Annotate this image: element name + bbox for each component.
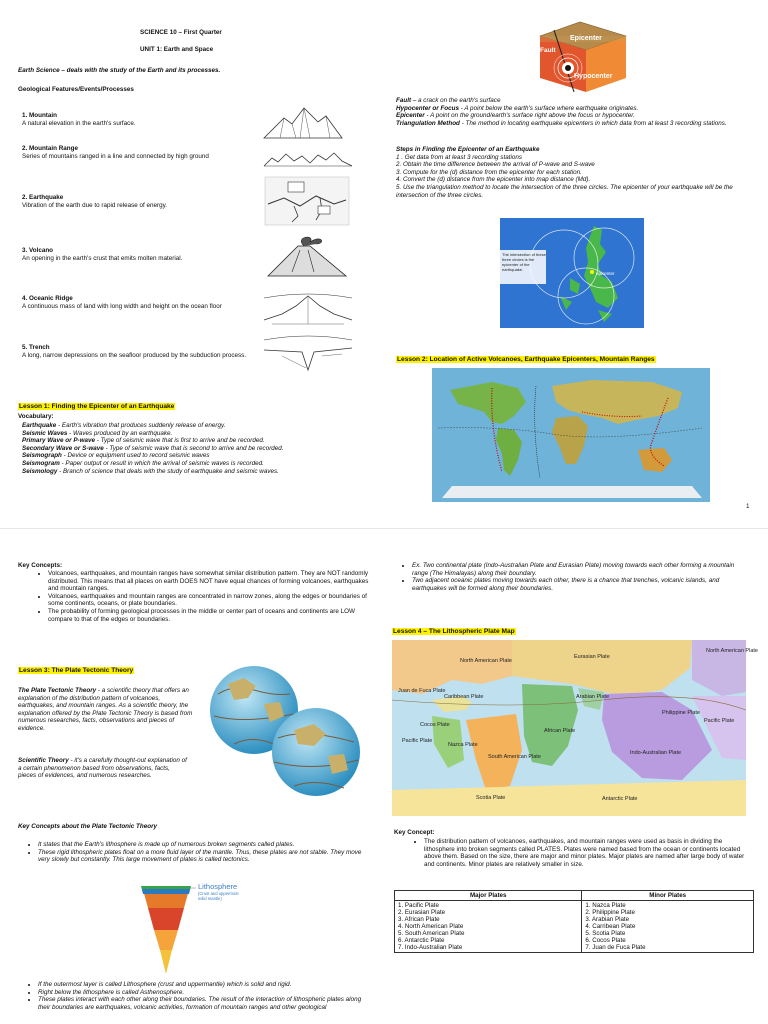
lithosphere-sub-label: (Crust and uppermost solid mantle) <box>198 891 239 901</box>
sci-term: Scientific Theory <box>18 757 69 764</box>
plate-label-philippine: Philippine Plate <box>662 710 700 716</box>
plate-label-cocos: Cocos Plate <box>420 722 450 728</box>
world-activity-map <box>432 368 710 502</box>
table-row <box>395 901 754 953</box>
feature-mountain-range <box>22 145 252 160</box>
plate-label-scotia: Scotia Plate <box>476 795 506 801</box>
epicenter-map-label: epicenter <box>596 271 615 276</box>
hypocenter-label: Hypocenter <box>574 73 613 80</box>
feature-volcano <box>22 247 252 262</box>
feature-earthquake <box>22 194 252 209</box>
definition-term: Triangulation Method <box>396 119 460 127</box>
definitions <box>396 97 758 127</box>
key-concept-text-block <box>412 838 754 868</box>
feature-trench <box>22 344 254 359</box>
feature-title: 4. Oceanic Ridge <box>22 295 73 302</box>
plate-label-arabian: Arabian Plate <box>576 694 610 700</box>
definition-hypocenter <box>396 105 758 113</box>
triangulation-caption: The intersection of these three circles is the epicenter of the earthquake. <box>502 252 546 272</box>
vocab-term: Seismic Waves <box>22 429 68 437</box>
lesson3-heading <box>18 659 134 677</box>
feature-title: 3. Volcano <box>22 247 54 254</box>
volcano-illustration <box>264 232 350 278</box>
globes-illustration <box>204 664 366 800</box>
feature-desc: A continuous mass of land with long width and height on the ocean floor <box>22 302 222 310</box>
tectonic-concept-item: • These plates interact with each other along their boundaries. The result of the interaction of lithospheric plates along their boundaries are earthquakes, volcanic activities, formation of mountain ranges and other geological <box>38 996 372 1011</box>
scientific-theory-definition <box>18 757 188 780</box>
key-concept-text: • The distribution pattern of volcanoes, earthquakes, and mountain ranges were used as basis in dividing the lithosphere into broken segments called PLATES. Plates were named based from the ocean or continents located above them. Based on the size, there are major and minor plates. Major plates are named after large body of water and continents. Minor plates are relatively smaller in size. <box>424 838 754 868</box>
minor-plate: 2. Philippine Plate <box>585 909 635 916</box>
feature-desc: Series of mountains ranged in a line and connected by high ground <box>22 152 209 160</box>
tectonic-concept-item: • These rigid lithospheric plates float on a more fluid layer of the mantle. Thus, these plates are not stable. They move very slowly but constantly. This large movement of plates is called tectonics. <box>38 849 372 864</box>
major-plates-cell <box>395 901 582 953</box>
vocab-item <box>22 468 342 476</box>
plate-examples-list <box>400 562 752 592</box>
key-concepts-list <box>36 570 372 623</box>
feature-desc: Vibration of the earth due to rapid release of energy. <box>22 201 168 209</box>
vocab-def: - Paper output or result in which the arrival of seismic waves is recorded. <box>59 459 264 467</box>
step-item: 1 . Get data from at least 3 recording stations <box>396 153 523 161</box>
vocab-def: - Type of seismic wave that is first to arrive and be recorded. <box>95 437 265 445</box>
minor-plate: 6. Cocos Plate <box>585 937 626 944</box>
step-item: 3. Compute for the (d) distance from the epicenter for each station. <box>396 168 582 176</box>
vocab-term: Earthquake <box>22 422 57 429</box>
plate-label-north-american-right: North American Plate <box>706 648 758 654</box>
minor-plate: 4. Carribean Plate <box>585 923 636 930</box>
page-divider <box>0 528 768 529</box>
plate-label-african: African Plate <box>544 728 576 734</box>
minor-plates-header: Minor Plates <box>582 891 754 901</box>
feature-desc: A long, narrow depressions on the seafloor produced by the subduction process. <box>22 351 247 359</box>
definition-term: Hypocenter or Focus <box>396 104 459 112</box>
lesson1-heading-text: Lesson 1: Finding the Epicenter of an Earthquake <box>19 403 175 410</box>
plate-label-caribbean: Caribbean Plate <box>444 694 484 700</box>
minor-plate: 3. Arabian Plate <box>585 916 630 923</box>
vocabulary-heading: Vocabulary: <box>18 413 54 420</box>
tectonic-concept-item: • Right below the lithosphere is called Asthenosphere. <box>38 989 372 997</box>
vocab-item <box>22 445 342 453</box>
major-plate: 6. Antarctic Plate <box>398 937 445 944</box>
feature-title: 1. Mountain <box>22 112 57 119</box>
major-plate: 7. Indo-Australian Plate <box>398 944 463 951</box>
vocab-def: - Earth's vibration that produces suddenly release of energy. <box>56 422 226 429</box>
vocab-item <box>22 422 342 430</box>
definition-triangulation <box>396 120 758 128</box>
earthquake-cross-section-figure <box>530 16 632 94</box>
intro-text: – deals with the study of the Earth and its processes. <box>59 67 221 74</box>
vocab-item <box>22 437 342 445</box>
vocab-term: Seismogram <box>22 459 60 467</box>
unit-title: UNIT 1: Earth and Space <box>140 46 214 53</box>
definition-term: Fault <box>396 97 412 104</box>
minor-plates-cell <box>582 901 754 953</box>
lesson3-heading-text: Lesson 3: The Plate Tectonic Theory <box>19 667 134 674</box>
mountain-range-illustration <box>262 150 354 168</box>
plate-example-item: • Two adjacent oceanic plates moving towards each other, there is a chance that trenches, volcanic islands, and earthquakes will be formed along their boundaries. <box>412 577 752 592</box>
plate-label-north-american-left: North American Plate <box>460 658 512 664</box>
theory-term: The Plate Tectonic Theory <box>18 687 97 694</box>
definition-text: – a crack on the earth's surface <box>411 97 501 104</box>
vocab-def: - Waves produced by an earthquake. <box>67 429 173 437</box>
definition-term: Epicenter <box>396 112 425 120</box>
intro <box>18 67 220 75</box>
vocab-term: Primary Wave or P-wave <box>22 437 96 445</box>
vocab-def: - Device or equipment used to record seismic waves <box>61 452 210 460</box>
vocab-item <box>22 460 342 468</box>
plate-label-south-american: South American Plate <box>488 754 541 760</box>
mountain-illustration <box>262 104 344 140</box>
oceanic-ridge-illustration <box>262 284 354 328</box>
plate-label-pacific-right: Pacific Plate <box>704 718 735 724</box>
definition-text: - A point on the ground/earth's surface right above the focus or hypocenter. <box>424 112 635 120</box>
key-concept-item: • Volcanoes, earthquakes, and mountain ranges have somewhat similar distribution pattern. They are NOT randomly distributed. This means that all places on earth DOES NOT have equal chances of forming volcanoes, earthquakes and mountain ranges. <box>48 570 372 593</box>
sci-def: - it's a carefully thought-out explanation of a certain phenomenon based from observations, facts, pieces of evidences, and numerous researches. <box>18 757 187 780</box>
steps-block <box>396 146 756 199</box>
vocab-term: Seismology <box>22 467 58 475</box>
key-concept-heading: Key Concept: <box>394 829 435 836</box>
plate-label-antarctic: Antarctic Plate <box>602 796 638 802</box>
plate-label-nazca: Nazca Plate <box>448 742 478 748</box>
lesson2-heading <box>396 348 656 366</box>
lesson1-heading <box>18 395 175 413</box>
key-concept-item: • Volcanoes, earthquakes and mountain ranges are concentrated in narrow zones, along the edges or boundaries of some continents, oceans, or plate boundaries. <box>48 593 372 608</box>
tectonic-concept-item: • If the outermost layer is called Lithosphere (crust and uppermantle) which is solid and rigid. <box>38 981 372 989</box>
triangulation-map-figure <box>500 218 644 328</box>
features-heading: Geological Features/Events/Processes <box>18 86 134 93</box>
plate-label-pacific-left: Pacific Plate <box>402 738 433 744</box>
tectonic-key-concepts-heading: Key Concepts about the Plate Tectonic Theory <box>18 823 158 830</box>
plate-label-juan-de-fuca: Juan de Fuca Plate <box>398 688 446 694</box>
step-item: 2. Obtain the time difference between the arrival of P-wave and S-wave <box>396 161 595 169</box>
lithosphere-label: Lithosphere <box>198 882 238 891</box>
vocab-item <box>22 452 342 460</box>
vocab-term: Secondary Wave or S-wave <box>22 444 104 452</box>
definition-text: - The method in locating earthquake epicenters in which data from at least 3 recording stations. <box>459 119 727 127</box>
major-plate: 2. Eurasian Plate <box>398 909 446 916</box>
minor-plate: 1. Nazca Plate <box>585 902 626 909</box>
definition-epicenter <box>396 112 758 120</box>
major-plate: 5. South American Plate <box>398 930 465 937</box>
major-plate: 3. African Plate <box>398 916 440 923</box>
feature-desc: An opening in the earth's crust that emits molten material. <box>22 254 183 262</box>
table-header-row <box>395 891 754 901</box>
feature-mountain <box>22 112 252 127</box>
definition-fault <box>396 97 758 105</box>
lesson2-heading-text: Lesson 2: Location of Active Volcanoes, Earthquake Epicenters, Mountain Ranges <box>397 356 655 363</box>
tectonic-key-concepts-list <box>26 841 372 864</box>
plate-tectonic-definition <box>18 687 198 733</box>
plate-label-indo-australian: Indo-Australian Plate <box>630 750 682 756</box>
vocab-def: - Type of seismic wave that is second to arrive and be recorded. <box>103 444 284 452</box>
feature-oceanic-ridge <box>22 295 262 310</box>
trench-illustration <box>262 330 354 374</box>
step-item: 4. Convert the (d) distance from the epicenter into map distance (Md). <box>396 176 591 184</box>
earthquake-illustration <box>264 176 350 226</box>
major-plate: 4. North American Plate <box>398 923 464 930</box>
feature-desc: A natural elevation in the earth's surface. <box>22 119 136 127</box>
feature-title: 2. Mountain Range <box>22 145 78 152</box>
plate-example-item: • Ex. Two continental plate (Indo-Australian Plate and Eurasian Plate) moving towards each other forming a mountain range (The Himalayas) along their boundary. <box>412 562 752 577</box>
definition-text: - A point below the earth's surface where earthquake originates. <box>458 104 639 112</box>
key-concepts-heading: Key Concepts: <box>18 562 63 569</box>
lesson4-heading <box>392 620 516 638</box>
key-concept-item: • The probability of forming geological processes in the middle or center part of oceans and continents are LOW compare to that of the edges or boundaries. <box>48 608 372 623</box>
feature-title: 5. Trench <box>22 344 50 351</box>
page-number: 1 <box>746 503 750 510</box>
plates-table <box>394 890 754 953</box>
intro-term: Earth Science <box>18 67 60 74</box>
feature-title: 2. Earthquake <box>22 194 64 201</box>
minor-plate: 5. Scotia Plate <box>585 930 626 937</box>
plate-label-eurasian: Eurasian Plate <box>574 654 610 660</box>
fault-label: Fault <box>540 47 556 54</box>
document-title: SCIENCE 10 – First Quarter <box>140 29 222 36</box>
lesson4-heading-text: Lesson 4 – The Lithospheric Plate Map <box>393 628 515 635</box>
step-item: 5. Use the triangulation method to locate the intersection of the three circles. The epicenter of your earthquake will be the intersection of the three circles. <box>396 183 733 199</box>
earth-layers-diagram <box>126 878 246 978</box>
steps-heading: Steps in Finding the Epicenter of an Earthquake <box>396 146 540 153</box>
epicenter-label: Epicenter <box>570 35 602 42</box>
tectonic-key-concepts-list-2 <box>26 981 372 1011</box>
theory-def: - a scientific theory that offers an explanation of the distribution pattern of volcanoes, earthquakes, and mountain ranges. As a scientific theory, the explanation offered by the Plate Tectonic Theory is based from numerous researches, facts, observations and pieces of evidence. <box>18 687 193 732</box>
major-plates-header: Major Plates <box>395 891 582 901</box>
vocab-item <box>22 430 342 438</box>
minor-plate: 7. Juan de Fuca Plate <box>585 944 646 951</box>
major-plate: 1. Pacific Plate <box>398 902 439 909</box>
lithospheric-plate-map <box>392 640 758 816</box>
vocabulary-list <box>22 422 342 475</box>
vocab-def: - Branch of science that deals with the study of earthquake and seismic waves. <box>57 467 279 475</box>
tectonic-concept-item: • It states that the Earth's lithosphere is made up of numerous broken segments called plates. <box>38 841 372 849</box>
vocab-term: Seismograph <box>22 452 62 460</box>
